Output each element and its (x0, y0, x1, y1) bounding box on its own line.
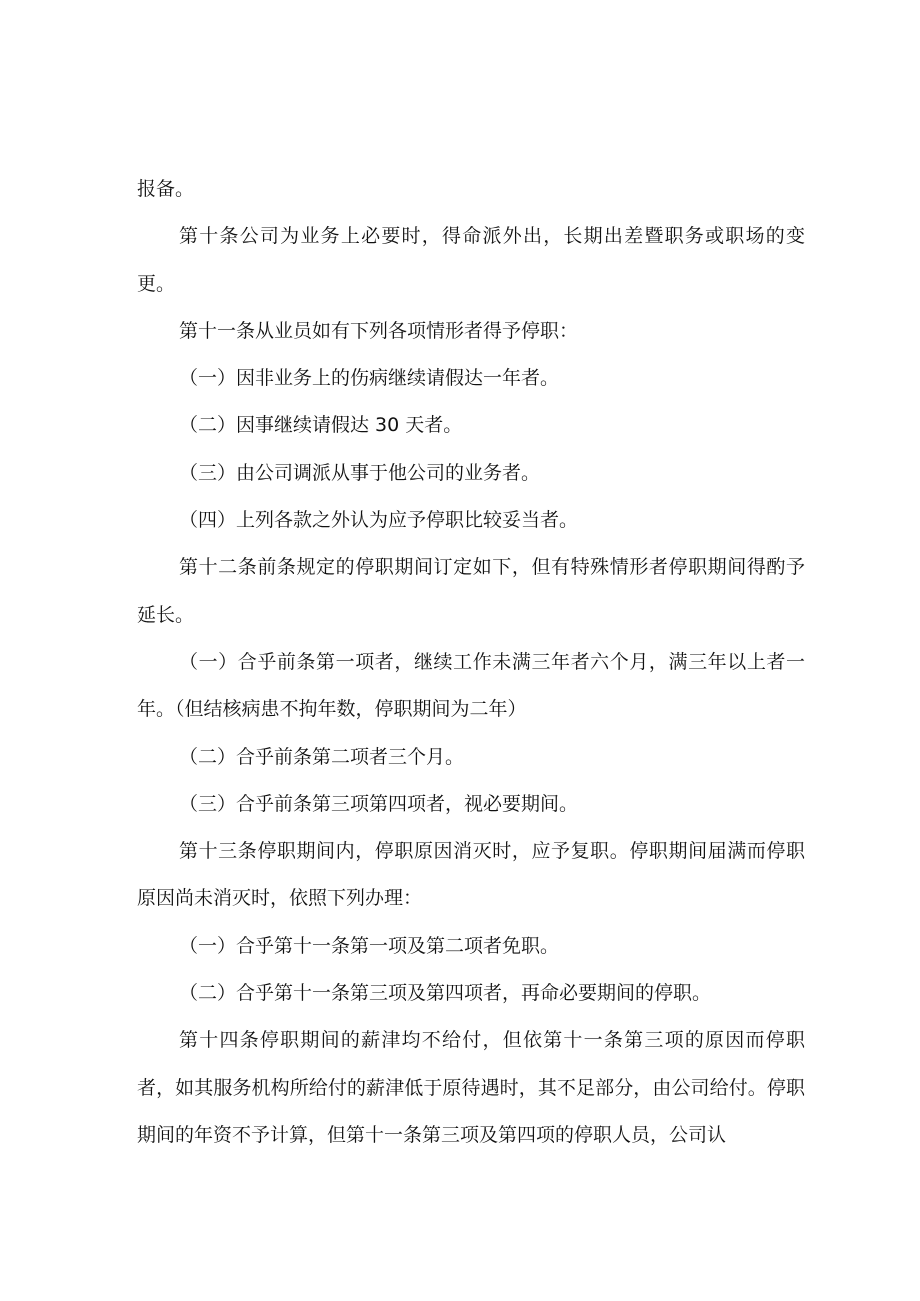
paragraph-article-10: 第十条公司为业务上必要时，得命派外出，长期出差暨职务或职场的变更。 (137, 225, 805, 295)
paragraph-continuation: 报备。 (137, 178, 195, 200)
paragraph-article-11-item-4: （四）上列各款之外认为应予停职比较妥当者。 (179, 509, 579, 532)
paragraph-article-11-item-1: （一）因非业务上的伤病继续请假达一年者。 (179, 367, 560, 390)
paragraph-article-11-item-3: （三）由公司调派从事于他公司的业务者。 (179, 461, 541, 484)
paragraph-article-12-item-1: （一）合乎前条第一项者，继续工作未满三年者六个月，满三年以上者一年。（但结核病患不拘年数，停职期间为二年） (137, 650, 805, 721)
paragraph-article-11: 第十一条从业员如有下列各项情形者得予停职： (179, 319, 579, 342)
paragraph-article-11-item-2: （二）因事继续请假达 30 天者。 (179, 414, 463, 437)
paragraph-article-12-item-3: （三）合乎前条第三项第四项者，视必要期间。 (179, 792, 579, 815)
paragraph-article-13: 第十三条停职期间内，停职原因消灭时，应予复职。停职期间届满而停职原因尚未消灭时，依照下列办理： (137, 840, 805, 910)
paragraph-article-13-item-1: （一）合乎第十一条第一项及第二项者免职。 (179, 934, 560, 957)
paragraph-article-12-item-2: （二）合乎前条第二项者三个月。 (179, 745, 465, 768)
paragraph-article-12: 第十二条前条规定的停职期间订定如下，但有特殊情形者停职期间得酌予延长。 (137, 556, 805, 626)
paragraph-article-13-item-2: （二）合乎第十一条第三项及第四项者，再命必要期间的停职。 (179, 982, 712, 1005)
paragraph-article-14: 第十四条停职期间的薪津均不给付，但依第十一条第三项的原因而停职者，如其服务机构所给付的薪津低于原待遇时，其不足部分，由公司给付。停职期间的年资不予计算，但第十一条第三项及第四项的停职人员，公司认 (137, 1029, 805, 1146)
document-body (137, 166, 805, 1159)
